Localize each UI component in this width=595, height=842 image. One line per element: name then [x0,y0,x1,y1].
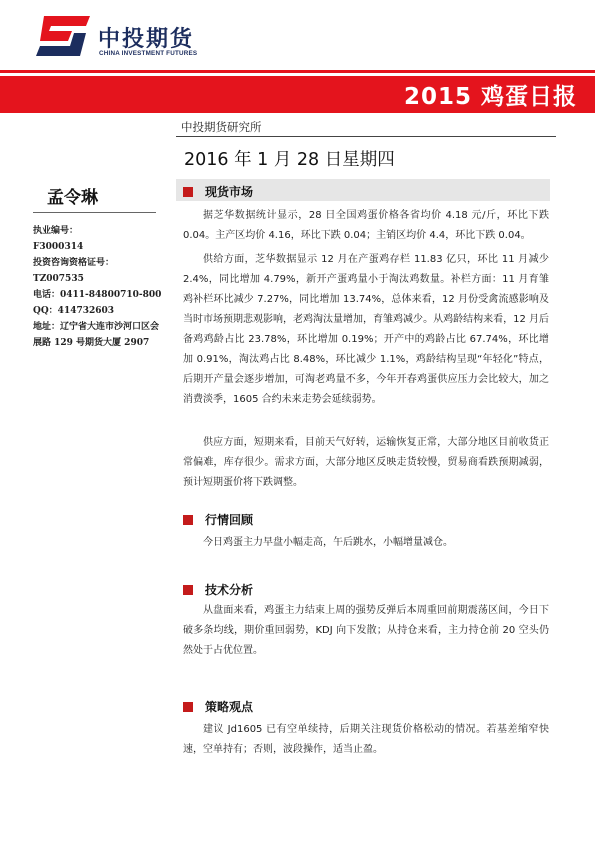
institute-name: 中投期货研究所 [181,120,262,134]
section-square-icon [183,702,193,712]
spot-paragraph-3: 供应方面，短期来看，目前天气好转，运输恢复正常，大部分地区目前收货正常偏难，库存很少。需求方面，大部分地区反映走货较慢，贸易商看跌预期减弱，预计短期蛋价将下跌调整。 [183,437,549,488]
strategy-section-title: 策略观点 [205,700,254,714]
cert-number: TZ007535 [33,274,84,284]
report-title: 2015 鸡蛋日报 [403,84,577,110]
analyst-name: 孟令琳 [47,188,98,208]
section-square-icon [183,585,193,595]
analyst-qq: QQ：414732603 [33,306,115,316]
logo-mark-icon [34,14,92,58]
technical-section-title: 技术分析 [205,583,254,597]
analyst-address: 地址：辽宁省大连市沙河口区会展路 129 号期货大厦 2907 [33,322,160,348]
section-square-icon [183,187,193,197]
spot-section-title: 现货市场 [205,185,254,199]
technical-section-header [183,581,253,598]
strategy-paragraph: 建议 Jd1605 已有空单续持，后期关注现货价格松动的情况。若基差缩窄快速，空单持有；否则，波段操作，适当止盈。 [183,724,549,755]
header-divider-line [0,70,595,73]
spot-section-header [183,183,253,200]
technical-paragraph: 从盘面来看，鸡蛋主力结束上周的强势反弹后本周重回前期震荡区间，今日下破多条均线，期价重回弱势，KDJ 向下发散；从持仓来看，主力持仓前 20 空头仍然处于占优位置。 [183,605,549,656]
analyst-phone: 电话：0411-84800710-800 [33,290,162,300]
company-logo [34,14,214,64]
spot-paragraph-2: 供给方面，芝华数据显示 12 月在产蛋鸡存栏 11.83 亿只，环比 11 月减少 2.4%，同比增加 4.79%，新开产蛋鸡量小于淘汰鸡数量。补栏方面：11 月育雏鸡补栏环比减少 7.27%，同比增加 13.74%，总体来看，12 月份受禽流感影响及当时市场预期悲观影响，老鸡淘汰量增加，育雏鸡减少。从鸡龄结构来看，12 月后备鸡鸡龄占比 23.78%，环比增加 0.19%；开产中的鸡龄占比 67.74%，环比增加 0.91%，淘汰鸡占比 8.48%，环比减少 1.1%，鸡龄结构呈现“年轻化”特点，后期开产量会逐步增加，可淘老鸡量不多，今年开春鸡蛋供应压力会比较大，加之消费淡季，1605 合约未来走势会延续弱势。 [183,254,549,405]
license-number: F3000314 [33,242,84,252]
institute-underline [176,136,556,137]
review-section-header [183,511,253,528]
brand-name-en: CHINA INVESTMENT FUTURES [99,50,198,57]
report-date: 2016 年 1 月 28 日星期四 [184,150,395,170]
section-square-icon [183,515,193,525]
brand-name-cn: 中投期货 [98,27,195,52]
review-paragraph: 今日鸡蛋主力早盘小幅走高，午后跳水，小幅增量减仓。 [203,537,453,548]
spot-paragraph-1: 据芝华数据统计显示，28 日全国鸡蛋价格各省均价 4.18 元/斤，环比下跌 0.04。主产区均价 4.16，环比下跌 0.04；主销区均价 4.4，环比下跌 0.04。 [183,210,549,241]
review-section-title: 行情回顾 [205,513,254,527]
analyst-name-rule [33,212,156,213]
cert-label: 投资咨询资格证号： [33,258,115,268]
license-label: 执业编号： [33,226,79,236]
strategy-section-header [183,698,253,715]
analyst-sidebar [33,183,173,351]
